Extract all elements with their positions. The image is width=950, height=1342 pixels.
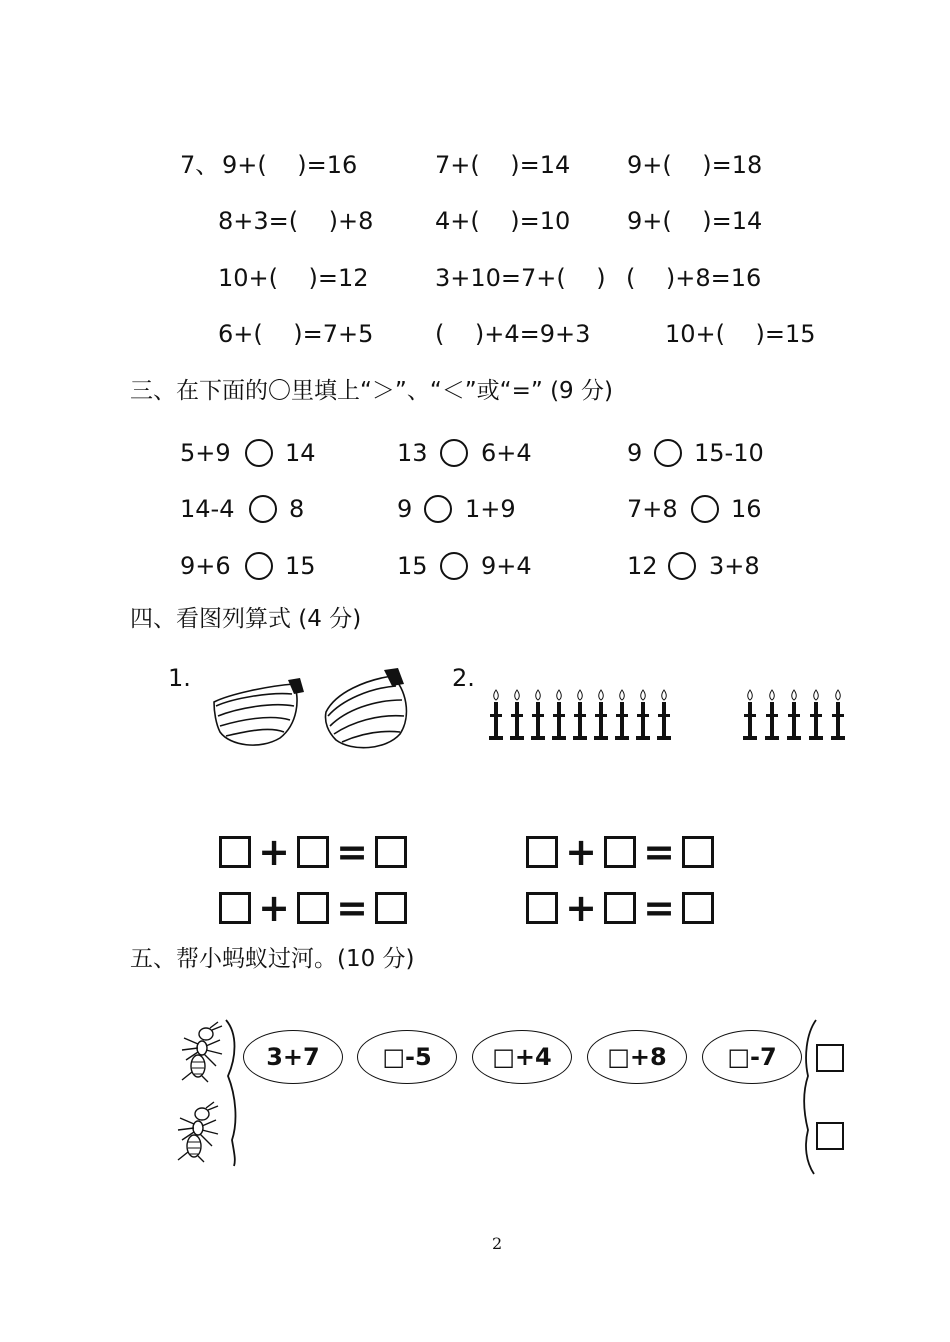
s3-r2-c-right: 16: [731, 495, 762, 523]
q7-r3-c3: ( )+8=16: [626, 264, 762, 292]
compare-circle-input[interactable]: [440, 439, 468, 467]
stepping-stone-4[interactable]: □+8: [587, 1030, 687, 1084]
river-answer-box[interactable]: [816, 1044, 844, 1072]
q7-r1-c2: 7+( )=14: [435, 151, 571, 179]
candle-icon: [531, 690, 545, 740]
s3-r1-c-left: 9: [627, 439, 643, 467]
section4-label-1: 1.: [168, 664, 191, 692]
s3-r3-a-right: 15: [285, 552, 316, 580]
stepping-stone-2[interactable]: □-5: [357, 1030, 457, 1084]
equals-sign: =: [336, 830, 368, 874]
answer-box[interactable]: [604, 836, 636, 868]
s3-r2-a-right: 8: [289, 495, 305, 523]
s3-r1-c-right: 15-10: [694, 439, 764, 467]
q7-r2-c3: 9+( )=14: [627, 207, 763, 235]
s3-r2-a-left: 14-4: [180, 495, 235, 523]
s3-r1-b-right: 6+4: [481, 439, 532, 467]
q7-r1-c3: 9+( )=18: [627, 151, 763, 179]
q7-r2-c2: 4+( )=10: [435, 207, 571, 235]
equation-row: [219, 886, 407, 930]
answer-box[interactable]: [375, 836, 407, 868]
section4-title: 四、看图列算式 (4 分): [130, 606, 362, 632]
s3-r2-b-right: 1+9: [465, 495, 516, 523]
section3-title: 三、在下面的〇里填上“＞”、“＜”或“=” (9 分): [130, 378, 613, 404]
compare-circle-input[interactable]: [249, 495, 277, 523]
candles-group-2-image: [742, 688, 846, 744]
candle-icon: [489, 690, 503, 740]
q7-r3-c2: 3+10=7+( ): [435, 264, 606, 292]
s3-r1-a-right: 14: [285, 439, 316, 467]
equals-sign: =: [643, 886, 675, 930]
river-bank-left: [222, 1018, 242, 1168]
q7-r1-c1: 9+( )=16: [222, 151, 358, 179]
ant-icon: [176, 1100, 222, 1162]
q7-r3-c1: 10+( )=12: [218, 264, 369, 292]
candle-icon: [831, 690, 845, 740]
candle-icon: [636, 690, 650, 740]
plus-sign: +: [258, 886, 290, 930]
candle-icon: [743, 690, 757, 740]
answer-box[interactable]: [297, 892, 329, 924]
q7-r4-c1: 6+( )=7+5: [218, 320, 374, 348]
equation-row: [219, 830, 407, 874]
candle-icon: [615, 690, 629, 740]
stepping-stone-5[interactable]: □-7: [702, 1030, 802, 1084]
q7-r2-c1: 8+3=( )+8: [218, 207, 374, 235]
q7-r4-c2: ( )+4=9+3: [435, 320, 591, 348]
candle-icon: [510, 690, 524, 740]
candle-icon: [809, 690, 823, 740]
plus-sign: +: [258, 830, 290, 874]
s3-r2-b-left: 9: [397, 495, 413, 523]
candle-icon: [573, 690, 587, 740]
candle-icon: [787, 690, 801, 740]
answer-box[interactable]: [526, 892, 558, 924]
candle-icon: [594, 690, 608, 740]
compare-circle-input[interactable]: [424, 495, 452, 523]
candle-icon: [657, 690, 671, 740]
ant-icon: [180, 1020, 226, 1082]
answer-box[interactable]: [682, 836, 714, 868]
answer-box[interactable]: [526, 836, 558, 868]
s3-r3-b-left: 15: [397, 552, 428, 580]
s3-r1-b-left: 13: [397, 439, 428, 467]
equation-row: [526, 830, 714, 874]
equals-sign: =: [643, 830, 675, 874]
banana-bunch-image: [322, 668, 414, 756]
answer-box[interactable]: [682, 892, 714, 924]
candles-group-1-image: [488, 688, 674, 744]
stepping-stone-3[interactable]: □+4: [472, 1030, 572, 1084]
q7-r4-c3: 10+( )=15: [665, 320, 816, 348]
s3-r3-b-right: 9+4: [481, 552, 532, 580]
plus-sign: +: [565, 830, 597, 874]
compare-circle-input[interactable]: [440, 552, 468, 580]
section4-label-2: 2.: [452, 664, 475, 692]
s3-r3-c-left: 12: [627, 552, 658, 580]
candle-icon: [765, 690, 779, 740]
q7-label: 7、: [180, 151, 220, 179]
river-answer-box[interactable]: [816, 1122, 844, 1150]
s3-r1-a-left: 5+9: [180, 439, 231, 467]
answer-box[interactable]: [219, 836, 251, 868]
stepping-stone-1: 3+7: [243, 1030, 343, 1084]
page-number: 2: [492, 1234, 503, 1253]
banana-bunch-image: [210, 676, 306, 750]
answer-box[interactable]: [297, 836, 329, 868]
s3-r2-c-left: 7+8: [627, 495, 678, 523]
s3-r3-a-left: 9+6: [180, 552, 231, 580]
plus-sign: +: [565, 886, 597, 930]
answer-box[interactable]: [375, 892, 407, 924]
answer-box[interactable]: [604, 892, 636, 924]
equation-row: [526, 886, 714, 930]
compare-circle-input[interactable]: [245, 552, 273, 580]
compare-circle-input[interactable]: [654, 439, 682, 467]
compare-circle-input[interactable]: [691, 495, 719, 523]
river-bank-right: [800, 1018, 820, 1176]
compare-circle-input[interactable]: [668, 552, 696, 580]
candle-icon: [552, 690, 566, 740]
section5-title: 五、帮小蚂蚁过河。(10 分): [130, 946, 415, 972]
equals-sign: =: [336, 886, 368, 930]
s3-r3-c-right: 3+8: [709, 552, 760, 580]
compare-circle-input[interactable]: [245, 439, 273, 467]
answer-box[interactable]: [219, 892, 251, 924]
